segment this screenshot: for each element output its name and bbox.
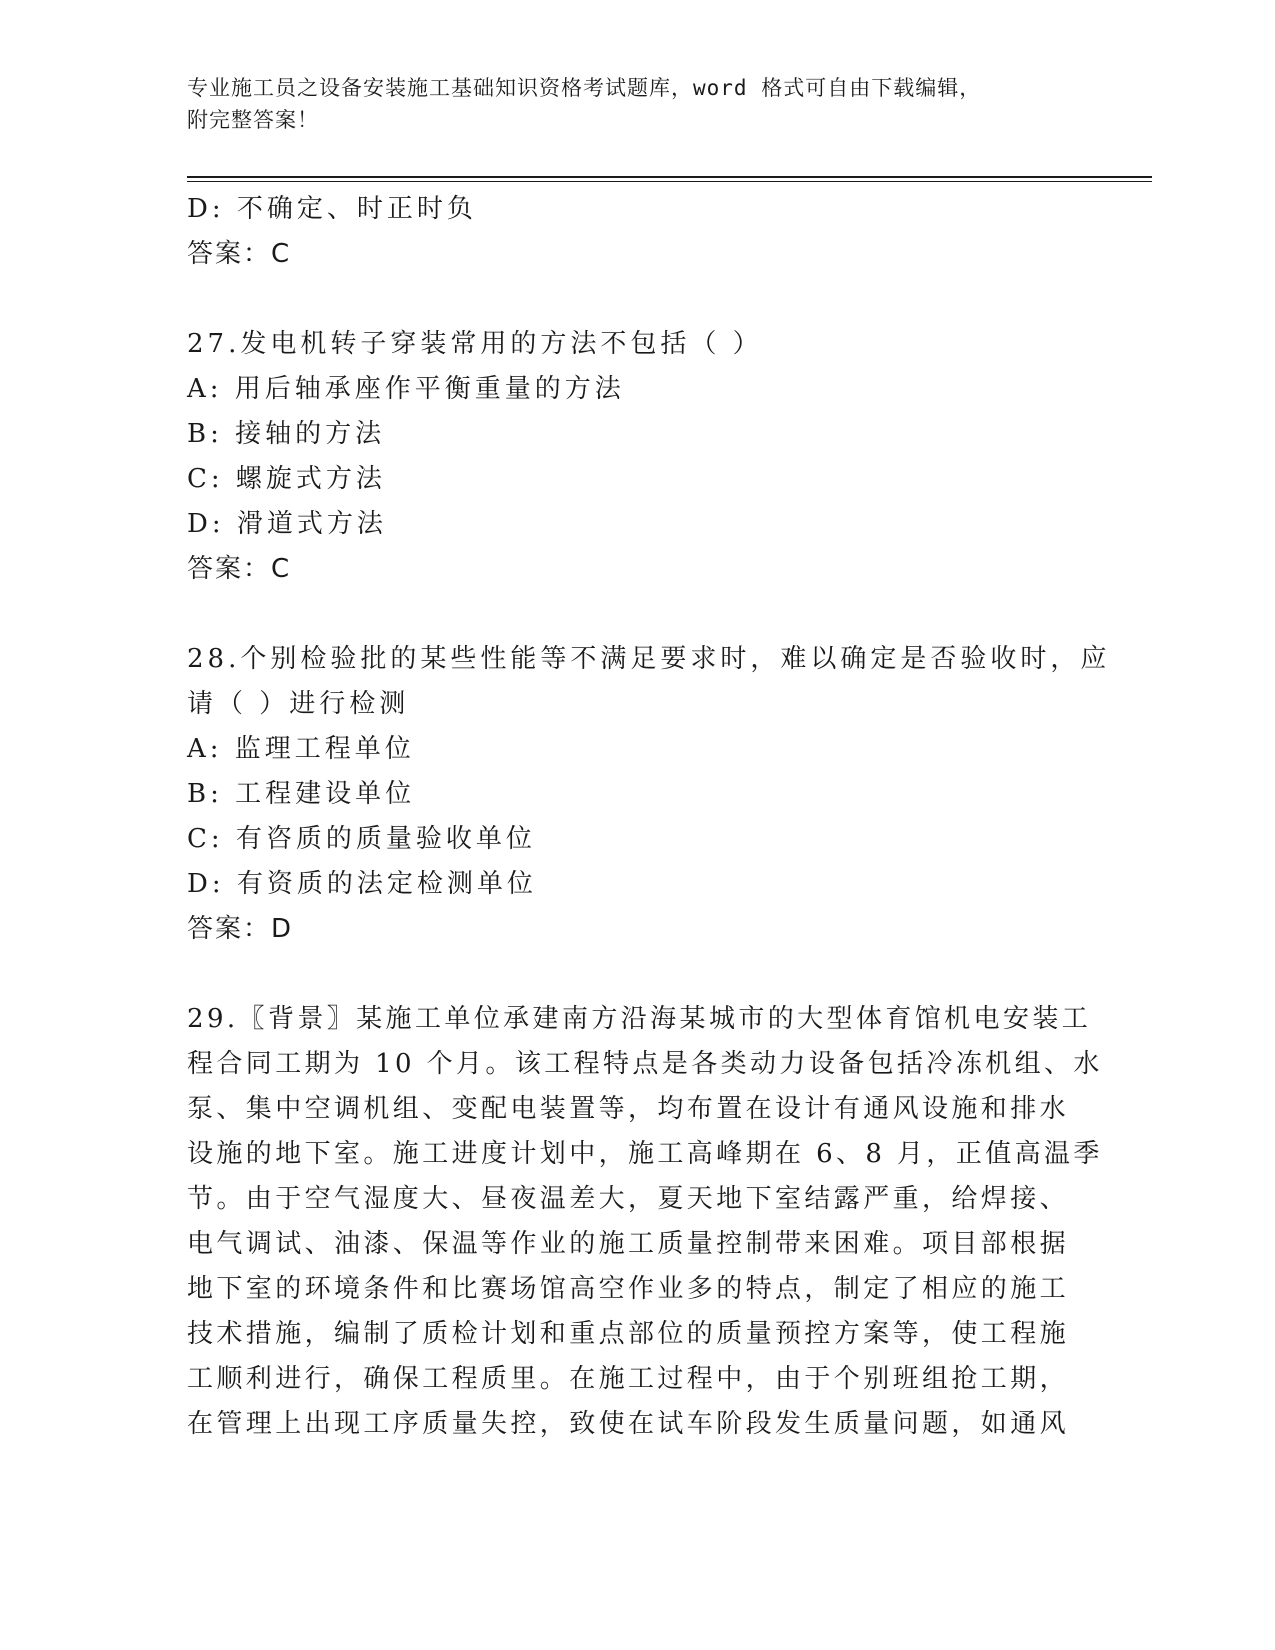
q27-option-a: A: 用后轴承座作平衡重量的方法	[187, 374, 625, 404]
document-header	[187, 72, 1067, 136]
q29-line: 在管理上出现工序质量失控，致使在试车阶段发生质量问题，如通风	[187, 1409, 1070, 1439]
q29-line: 技术措施，编制了质检计划和重点部位的质量预控方案等，使工程施	[187, 1319, 1070, 1349]
q27-option-d: D: 滑道式方法	[187, 509, 387, 539]
q29-line: 电气调试、油漆、保温等作业的施工质量控制带来困难。项目部根据	[187, 1229, 1070, 1259]
q28-answer: 答案：D	[187, 914, 294, 944]
question-26-tail	[187, 187, 1067, 277]
q28-question-line-1: 28.个别检验批的某些性能等不满足要求时，难以确定是否验收时，应	[187, 644, 1111, 674]
q29-line: 地下室的环境条件和比赛场馆高空作业多的特点，制定了相应的施工	[187, 1274, 1070, 1304]
header-divider-thick	[187, 176, 1152, 178]
q29-line: 设施的地下室。施工进度计划中，施工高峰期在 6、8 月，正值高温季	[187, 1139, 1103, 1169]
q27-answer: 答案：C	[187, 554, 292, 584]
q28-option-c: C: 有咨质的质量验收单位	[187, 824, 536, 854]
document-body	[187, 187, 1111, 1447]
q28-option-d: D: 有资质的法定检测单位	[187, 869, 537, 899]
question-27	[187, 322, 1067, 592]
q29-line: 29.〖背景〗某施工单位承建南方沿海某城市的大型体育馆机电安装工	[187, 1004, 1092, 1034]
q29-line: 程合同工期为 10 个月。该工程特点是各类动力设备包括冷冻机组、水	[187, 1049, 1103, 1079]
q26-answer: 答案：C	[187, 239, 292, 269]
header-line-2: 附完整答案！	[187, 108, 319, 132]
q29-line: 泵、集中空调机组、变配电装置等，均布置在设计有通风设施和排水	[187, 1094, 1070, 1124]
spacer	[187, 952, 1067, 997]
spacer	[187, 277, 1067, 322]
spacer	[187, 592, 1067, 637]
q27-question: 27.发电机转子穿装常用的方法不包括（ ）	[187, 329, 763, 359]
q29-line: 工顺利进行，确保工程质里。在施工过程中，由于个别班组抢工期，	[187, 1364, 1070, 1394]
q28-option-b: B: 工程建设单位	[187, 779, 416, 809]
q26-option-d: D: 不确定、时正时负	[187, 194, 477, 224]
q27-option-b: B: 接轴的方法	[187, 419, 386, 449]
q28-option-a: A: 监理工程单位	[187, 734, 415, 764]
question-28	[187, 637, 1111, 952]
q29-line: 节。由于空气湿度大、昼夜温差大，夏天地下室结露严重，给焊接、	[187, 1184, 1070, 1214]
header-line-1: 专业施工员之设备安装施工基础知识资格考试题库，word 格式可自由下载编辑，	[187, 76, 982, 100]
question-29-paragraph	[187, 997, 1103, 1447]
q28-question-line-2: 请（ ）进行检测	[187, 689, 410, 719]
header-divider-thin	[187, 181, 1152, 182]
q27-option-c: C: 螺旋式方法	[187, 464, 386, 494]
